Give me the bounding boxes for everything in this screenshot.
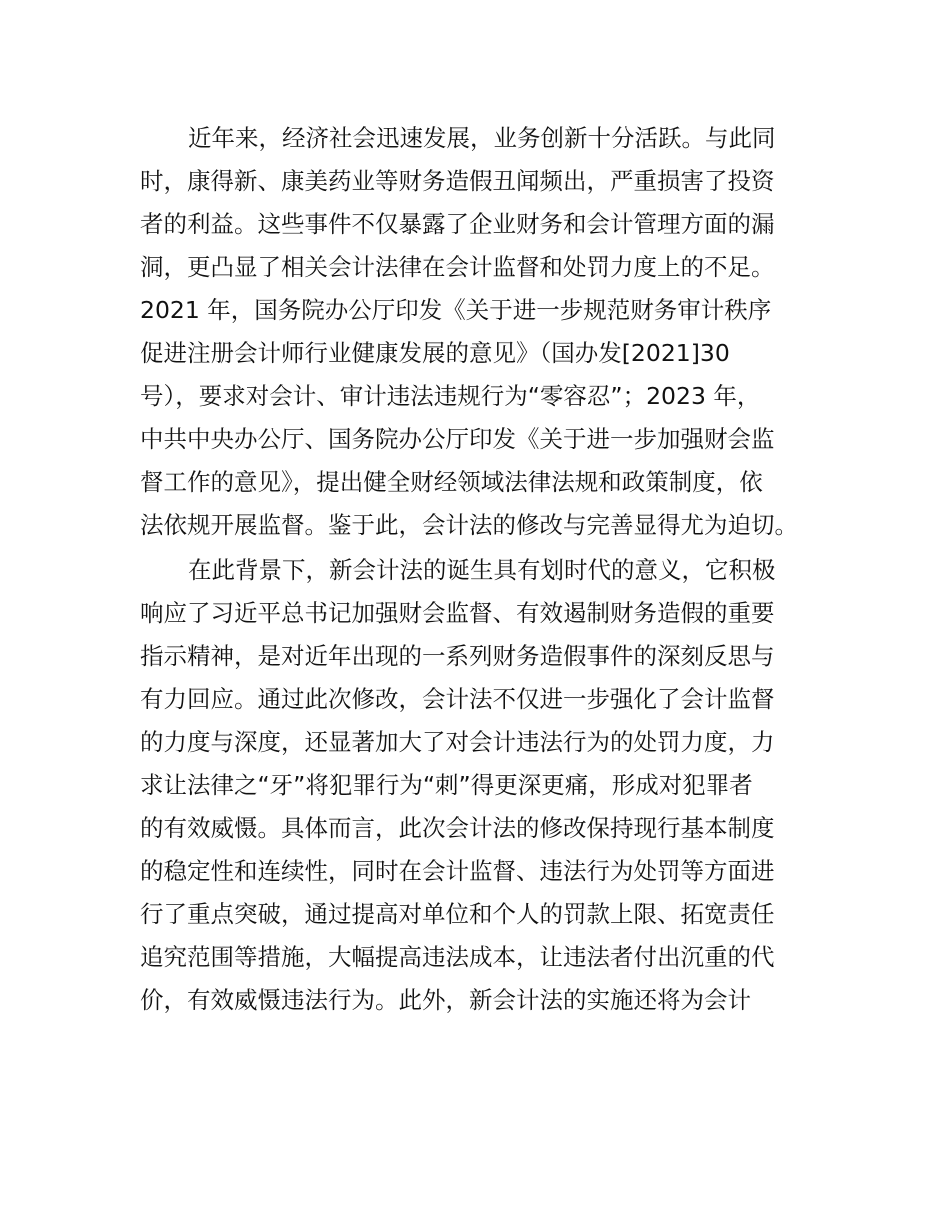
paragraph-line: 促进注册会计师行业健康发展的意见》（国办发[2021]30	[140, 339, 730, 367]
paragraph-line: 号），要求对会计、审计违法违规行为“零容忍”；2023 年，	[140, 382, 761, 410]
paragraph-line: 时，康得新、康美药业等财务造假丑闻频出，严重损害了投资	[140, 167, 775, 195]
paragraph-line: 的力度与深度，还显著加大了对会计违法行为的处罚力度，力	[140, 728, 775, 756]
paragraph-line: 的稳定性和连续性，同时在会计监督、违法行为处罚等方面进	[140, 857, 775, 885]
paragraph-line: 者的利益。这些事件不仅暴露了企业财务和会计管理方面的漏	[140, 210, 775, 238]
paragraph-line: 的有效威慑。具体而言，此次会计法的修改保持现行基本制度	[140, 814, 775, 842]
paragraph-line: 求让法律之“牙”将犯罪行为“刺”得更深更痛，形成对犯罪者	[140, 771, 753, 799]
paragraph-line: 督工作的意见》，提出健全财经领域法律法规和政策制度，依	[140, 468, 763, 496]
paragraph-line: 有力回应。通过此次修改，会计法不仅进一步强化了会计监督	[140, 685, 775, 713]
paragraph-line: 价，有效威慑违法行为。此外，新会计法的实施还将为会计	[140, 986, 751, 1014]
paragraph-2	[140, 549, 820, 1022]
paragraph-line: 行了重点突破，通过提高对单位和个人的罚款上限、拓宽责任	[140, 900, 775, 928]
paragraph-line: 指示精神，是对近年出现的一系列财务造假事件的深刻反思与	[140, 642, 775, 670]
paragraph-line: 中共中央办公厅、国务院办公厅印发《关于进一步加强财会监	[140, 425, 775, 453]
paragraph-line: 追究范围等措施，大幅提高违法成本，让违法者付出沉重的代	[140, 943, 775, 971]
paragraph-line: 在此背景下，新会计法的诞生具有划时代的意义，它积极	[188, 556, 776, 584]
paragraph-1	[140, 117, 820, 547]
body-text	[140, 117, 820, 1022]
paragraph-line: 响应了习近平总书记加强财会监督、有效遏制财务造假的重要	[140, 599, 775, 627]
paragraph-line: 近年来，经济社会迅速发展，业务创新十分活跃。与此同	[188, 124, 776, 152]
paragraph-line: 洞，更凸显了相关会计法律在会计监督和处罚力度上的不足。	[140, 253, 775, 281]
paragraph-line: 2021 年，国务院办公厅印发《关于进一步规范财务审计秩序	[140, 296, 772, 324]
paragraph-line: 法依规开展监督。鉴于此，会计法的修改与完善显得尤为迫切。	[140, 511, 798, 539]
